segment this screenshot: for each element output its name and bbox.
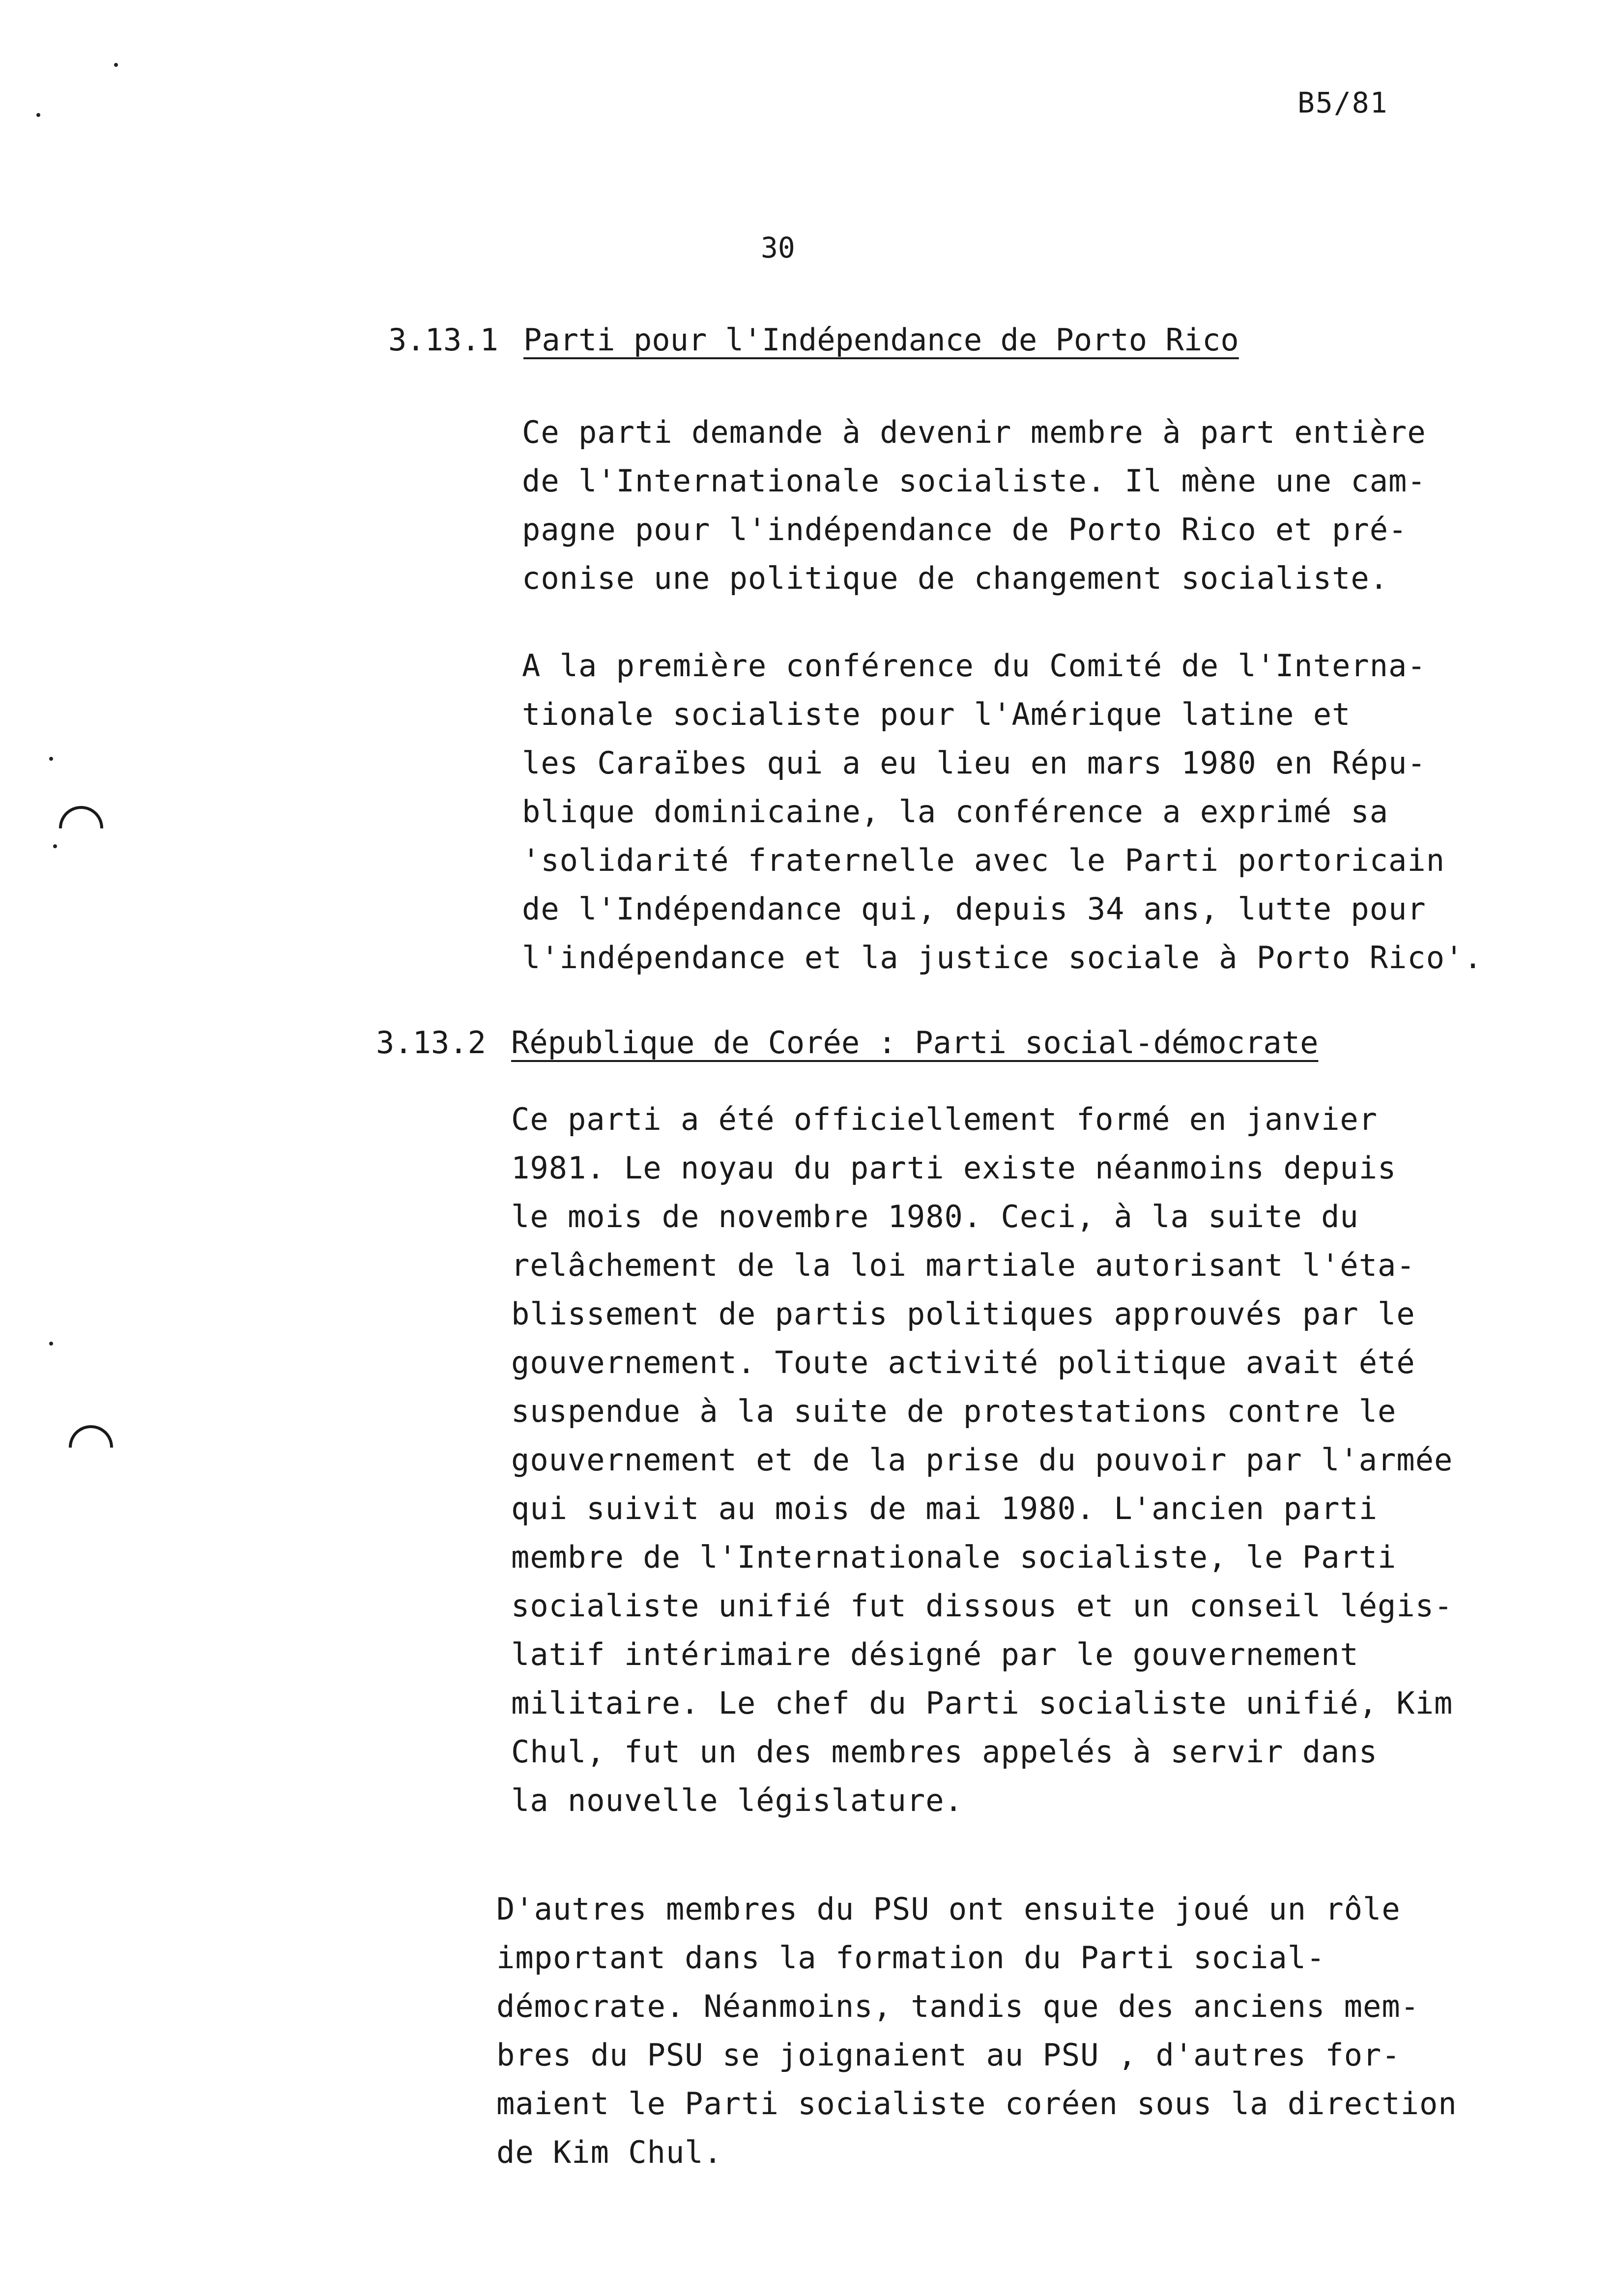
binder-hole-mark — [69, 1425, 113, 1463]
text-line: Ce parti a été officiellement formé en janvier — [511, 1101, 1378, 1137]
section-number: 3.13.2 — [376, 1025, 486, 1061]
scan-speck — [53, 844, 57, 848]
paragraph — [511, 1095, 1453, 1825]
text-line: le mois de novembre 1980. Ceci, à la suite du — [511, 1199, 1359, 1234]
text-line: les Caraïbes qui a eu lieu en mars 1980 en Répu- — [522, 745, 1426, 781]
text-line: Chul, fut un des membres appelés à servir dans — [511, 1734, 1378, 1770]
text-line: la nouvelle législature. — [511, 1782, 963, 1818]
text-line: conise une politique de changement socialiste. — [522, 560, 1389, 596]
text-line: maient le Parti socialiste coréen sous la direction — [496, 2086, 1457, 2122]
document-reference: B5/81 — [1297, 86, 1388, 119]
paragraph — [522, 408, 1426, 603]
scan-speck — [36, 113, 40, 117]
text-line: relâchement de la loi martiale autorisant l'éta- — [511, 1247, 1415, 1283]
text-line: Ce parti demande à devenir membre à part entière — [522, 414, 1426, 450]
text-line: démocrate. Néanmoins, tandis que des anciens mem- — [496, 1988, 1420, 2024]
binder-hole-mark — [59, 806, 103, 843]
text-line: bres du PSU se joignaient au PSU , d'autres for- — [496, 2037, 1401, 2073]
text-line: de Kim Chul. — [496, 2134, 722, 2170]
text-line: 1981. Le noyau du parti existe néanmoins depuis — [511, 1150, 1397, 1186]
scan-speck — [114, 63, 118, 67]
text-line: important dans la formation du Parti social- — [496, 1940, 1325, 1976]
section-heading — [376, 1025, 1318, 1061]
page-number: 30 — [761, 231, 795, 264]
text-line: gouvernement et de la prise du pouvoir par l'armée — [511, 1442, 1453, 1478]
section-title: République de Corée : Parti social-démocrate — [511, 1025, 1319, 1061]
paragraph — [496, 1885, 1457, 2177]
text-line: de l'Internationale socialiste. Il mène une cam- — [522, 463, 1426, 499]
text-line: pagne pour l'indépendance de Porto Rico et pré- — [522, 512, 1408, 547]
text-line: 'solidarité fraternelle avec le Parti portoricain — [522, 842, 1445, 878]
scan-speck — [49, 1342, 53, 1346]
text-line: qui suivit au mois de mai 1980. L'ancien parti — [511, 1491, 1378, 1526]
text-line: membre de l'Internationale socialiste, le Parti — [511, 1539, 1397, 1575]
text-line: militaire. Le chef du Parti socialiste unifié, Kim — [511, 1685, 1453, 1721]
text-line: tionale socialiste pour l'Amérique latine et — [522, 696, 1351, 732]
text-line: blissement de partis politiques approuvés par le — [511, 1296, 1415, 1332]
scan-speck — [49, 757, 53, 761]
section-heading — [388, 322, 1239, 358]
section-title: Parti pour l'Indépendance de Porto Rico — [523, 322, 1239, 358]
text-line: D'autres membres du PSU ont ensuite joué un rôle — [496, 1891, 1401, 1927]
text-line: de l'Indépendance qui, depuis 34 ans, lutte pour — [522, 891, 1426, 927]
text-line: suspendue à la suite de protestations contre le — [511, 1393, 1397, 1429]
paragraph — [522, 641, 1483, 982]
text-line: socialiste unifié fut dissous et un conseil légis- — [511, 1588, 1453, 1624]
text-line: l'indépendance et la justice sociale à Porto Rico'. — [522, 940, 1483, 976]
text-line: gouvernement. Toute activité politique avait été — [511, 1345, 1415, 1380]
text-line: blique dominicaine, la conférence a exprimé sa — [522, 794, 1389, 830]
text-line: A la première conférence du Comité de l'Interna- — [522, 648, 1426, 684]
section-number: 3.13.1 — [388, 322, 498, 358]
text-line: latif intérimaire désigné par le gouvernement — [511, 1636, 1359, 1672]
